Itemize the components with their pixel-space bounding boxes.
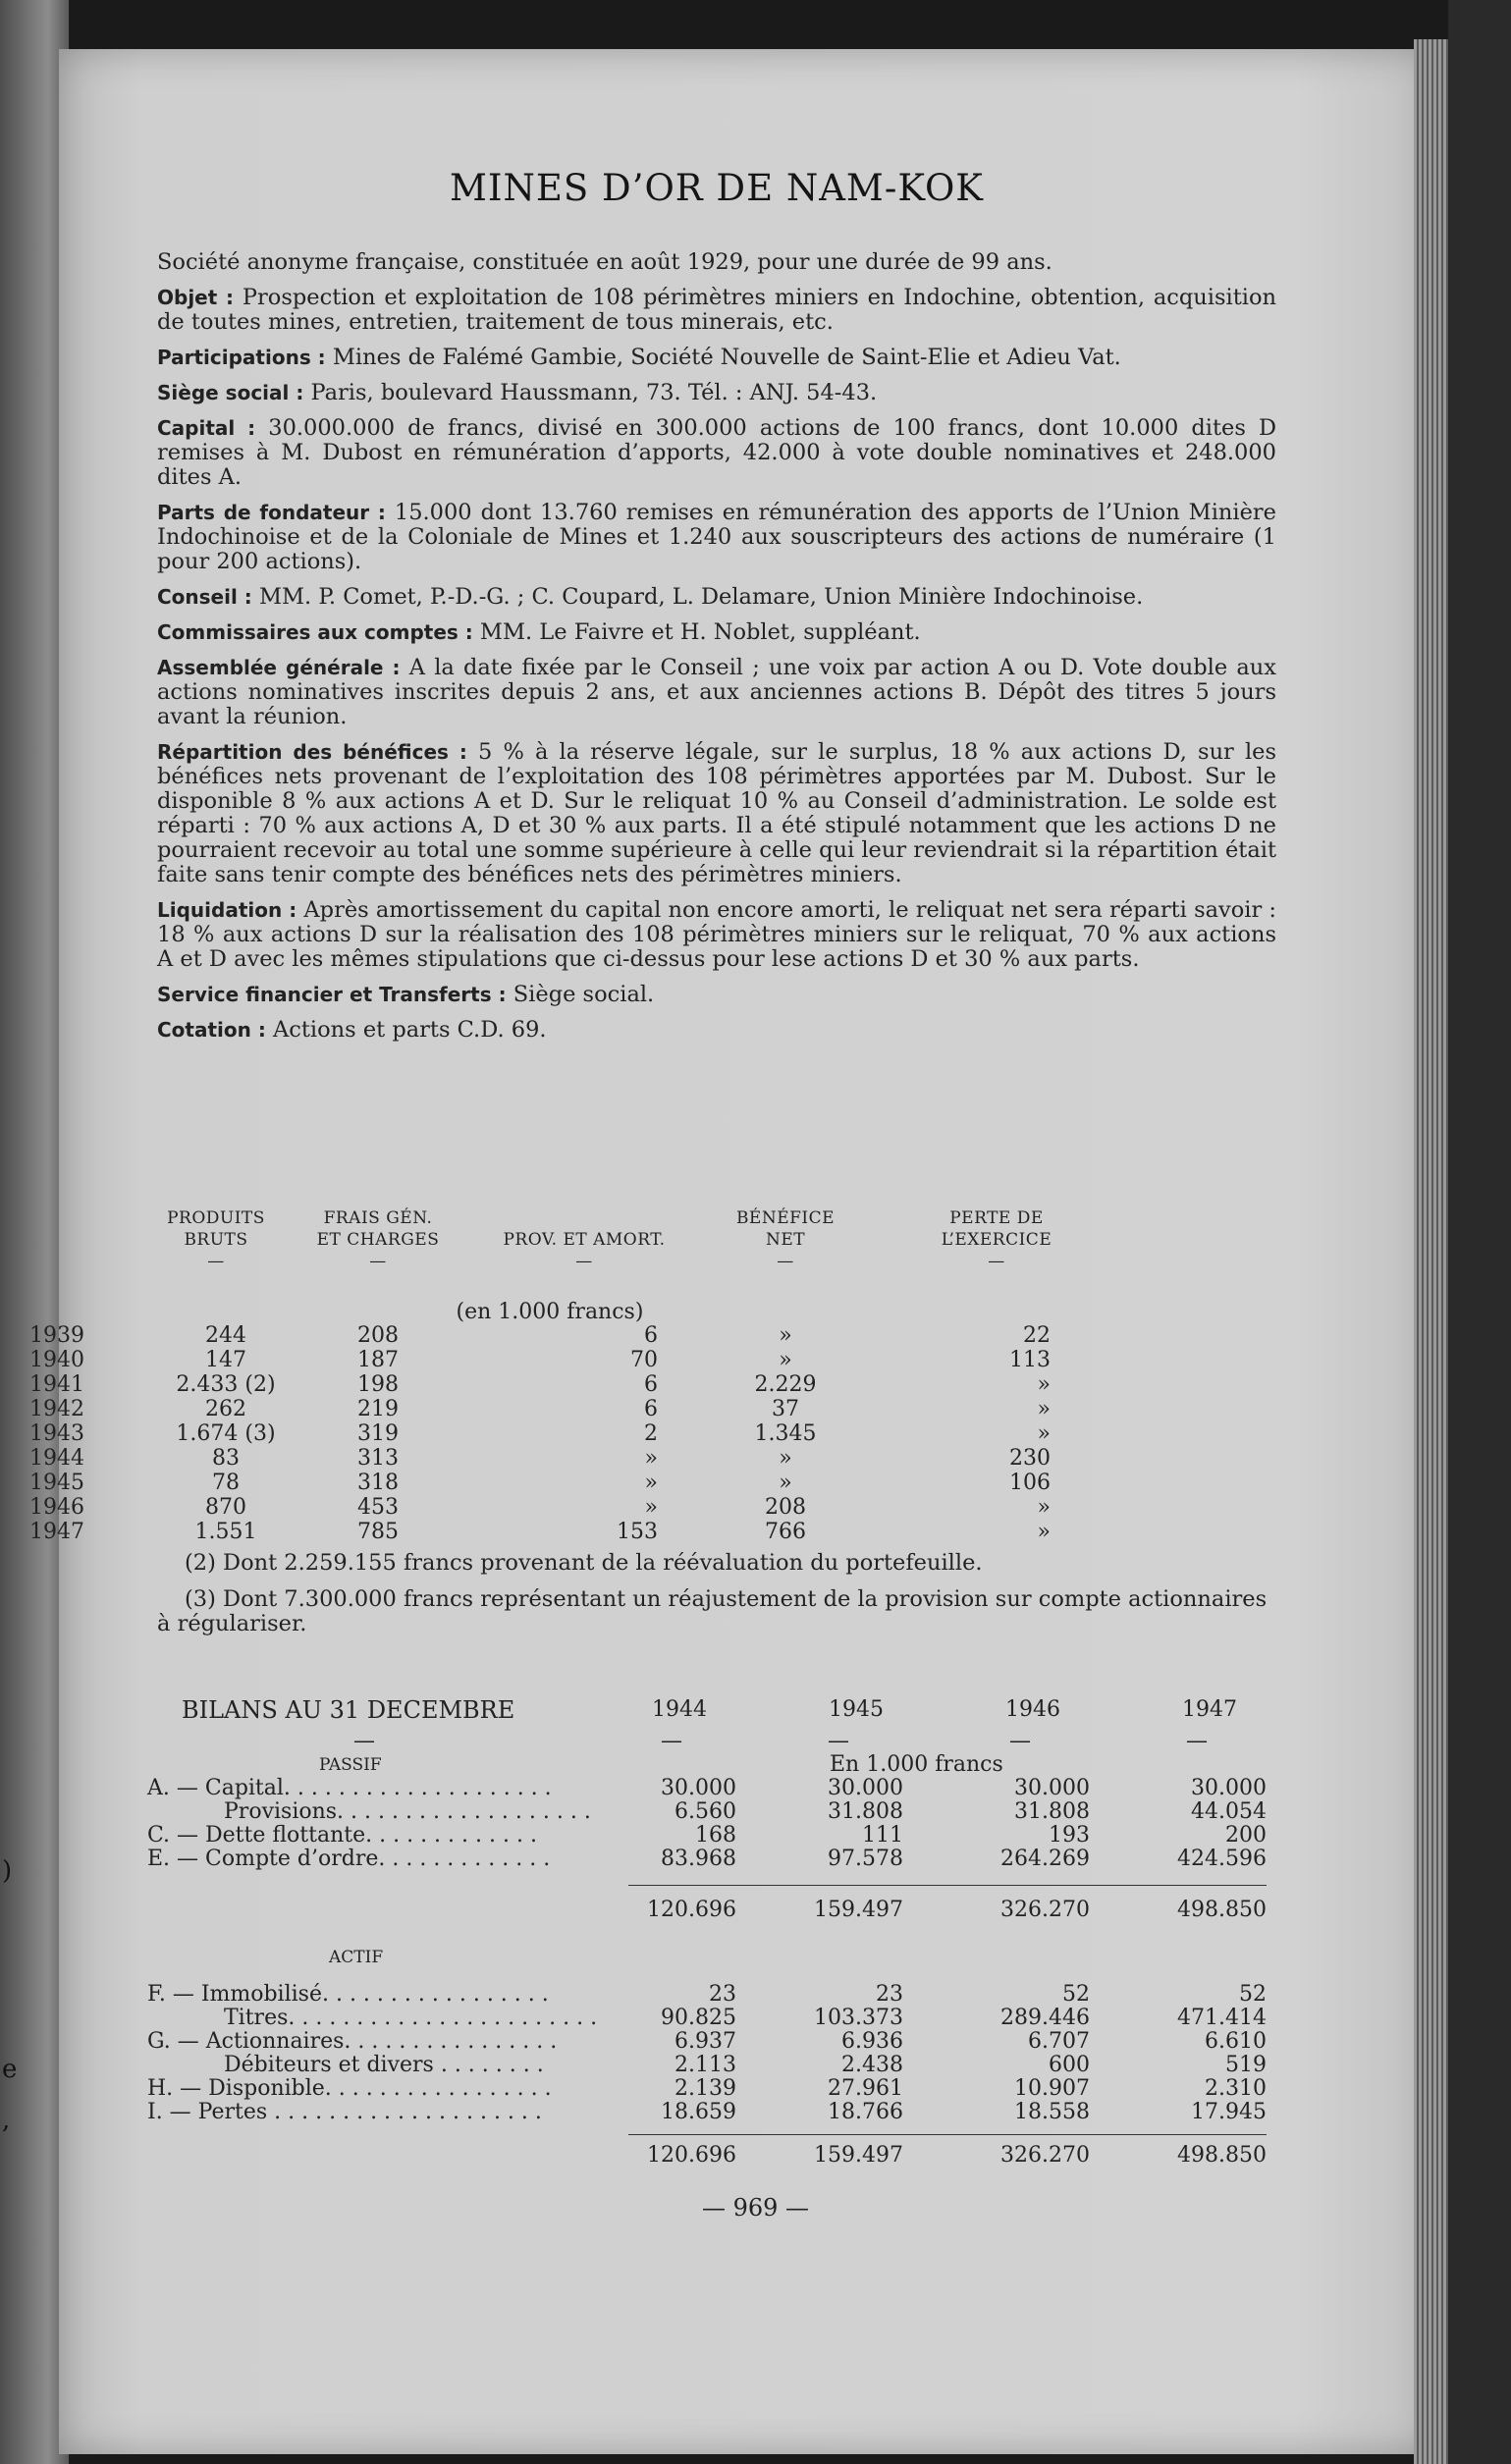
balance-value: 30.000 xyxy=(828,1776,903,1800)
paragraph-text: MM. P. Comet, P.-D.-G. ; C. Coupard, L. Delamare, Union Minière Indochinoise. xyxy=(258,584,1144,610)
balance-title: BILANS AU 31 DECEMBRE xyxy=(182,1696,515,1724)
paragraph-text: Mines de Falémé Gambie, Société Nouvelle de Saint-Elie et Adieu Vat. xyxy=(332,345,1121,370)
table-cell: 6 xyxy=(644,1323,658,1348)
balance-value: 97.578 xyxy=(828,1847,903,1871)
table-cell: » xyxy=(1037,1520,1051,1544)
balance-value: 18.766 xyxy=(828,2100,903,2124)
balance-label: C. — Dette flottante. . . . . . . . . . . . . xyxy=(147,1823,537,1848)
paragraph-label: Répartition des bénéfices : xyxy=(157,740,467,764)
margin-mark: , xyxy=(2,2106,11,2135)
paragraph-label: Conseil : xyxy=(157,585,252,609)
info-paragraph xyxy=(157,1018,1276,1043)
balance-value: 18.558 xyxy=(1014,2100,1090,2124)
paragraph-label: Participations : xyxy=(157,346,326,369)
table-cell: 219 xyxy=(357,1397,399,1421)
paragraph-label: Assemblée générale : xyxy=(157,656,401,679)
table-cell: 262 xyxy=(205,1397,246,1421)
balance-value: 289.446 xyxy=(1000,2006,1090,2030)
balance-label: Provisions. . . . . . . . . . . . . . . . . . . xyxy=(224,1799,591,1824)
balance-row xyxy=(147,1777,1286,1800)
table-cell: » xyxy=(779,1348,792,1372)
table-cell: 318 xyxy=(357,1471,399,1495)
paragraph-label: Service financier et Transferts : xyxy=(157,983,507,1006)
balance-value: 83.968 xyxy=(661,1847,736,1871)
info-paragraph xyxy=(157,585,1276,610)
balance-value: 2.438 xyxy=(841,2053,903,2077)
table-cell: 313 xyxy=(357,1446,399,1471)
paragraph-label: Capital : xyxy=(157,416,256,440)
balance-value: 52 xyxy=(1239,1982,1267,2007)
page-title: MINES D’OR DE NAM-KOK xyxy=(450,167,984,209)
balance-row xyxy=(147,2030,1286,2054)
paragraph-label: Commissaires aux comptes : xyxy=(157,620,473,644)
spacer xyxy=(147,1969,1286,1983)
paragraph-text: Paris, boulevard Haussmann, 73. Tél. : ANJ. 54-43. xyxy=(310,380,878,405)
balance-value: 264.269 xyxy=(1000,1847,1090,1871)
paragraph-label: Liquidation : xyxy=(157,898,297,922)
balance-value: 30.000 xyxy=(661,1776,736,1800)
table-cell: » xyxy=(644,1471,658,1495)
year-label: 1944 xyxy=(652,1697,707,1722)
balance-value: 6.610 xyxy=(1205,2029,1267,2054)
total-value: 120.696 xyxy=(647,1898,736,1922)
balance-label: I. — Pertes . . . . . . . . . . . . . . . . . . . . xyxy=(147,2100,542,2124)
actif-rows xyxy=(147,1983,1286,2124)
total-value: 159.497 xyxy=(814,1898,903,1922)
balance-value: 17.945 xyxy=(1191,2100,1267,2124)
balance-unit: En 1.000 francs xyxy=(830,1752,1003,1777)
balance-row xyxy=(147,1824,1286,1848)
col-header-produits: PRODUITS BRUTS — xyxy=(167,1208,265,1271)
actif-header xyxy=(147,1946,1286,1969)
info-paragraph xyxy=(157,983,1276,1007)
balance-label: G. — Actionnaires. . . . . . . . . . . . . . . . xyxy=(147,2029,558,2054)
spacer xyxy=(147,1922,1286,1946)
balance-value: 6.707 xyxy=(1028,2029,1090,2054)
balance-label: F. — Immobilisé. . . . . . . . . . . . . . . . . xyxy=(147,1982,549,2007)
balance-row xyxy=(147,1848,1286,1871)
balance-value: 6.937 xyxy=(675,2029,736,2054)
total-rule xyxy=(628,2134,1267,2135)
table-cell: 83 xyxy=(212,1446,240,1471)
info-paragraph xyxy=(157,740,1276,887)
table-cell: 2 xyxy=(644,1421,658,1446)
paragraph-label: Parts de fondateur : xyxy=(157,501,386,524)
balance-value: 52 xyxy=(1062,1982,1090,2007)
footnote: (3) Dont 7.300.000 francs représentant un réajustement de la provision sur compte actionnaires à régulariser. xyxy=(157,1586,1268,1636)
actif-title: ACTIF xyxy=(329,1948,384,1967)
results-table xyxy=(29,1207,1139,1545)
year-cell: 1939 xyxy=(29,1323,84,1348)
table-cell: 766 xyxy=(765,1520,806,1544)
balance-row xyxy=(147,2101,1286,2124)
table-cell: 198 xyxy=(357,1372,399,1397)
year-cell: 1947 xyxy=(29,1520,84,1544)
total-value: 159.497 xyxy=(814,2143,903,2168)
table-cell: 6 xyxy=(644,1397,658,1421)
balance-value: 23 xyxy=(876,1982,903,2007)
results-rows xyxy=(29,1324,1139,1545)
year-label: 1945 xyxy=(829,1697,884,1722)
paragraph-text: Après amortissement du capital non encore amorti, le reliquat net sera réparti savoir : 18 % aux actions D sur la réalisation des 108 périmètres miniers sur le reliquat, 70 % aux actions A et D avec les mêmes stipulations que ci-dessus pour lese actions D et 30 % aux parts. xyxy=(157,897,1277,972)
table-cell: » xyxy=(779,1323,792,1348)
table-cell: » xyxy=(1037,1397,1051,1421)
balance-label: Débiteurs et divers . . . . . . . . xyxy=(224,2053,544,2077)
year-cell: 1946 xyxy=(29,1495,84,1520)
table-row xyxy=(29,1496,1139,1521)
total-value: 498.850 xyxy=(1177,1898,1267,1922)
balance-value: 6.560 xyxy=(675,1799,736,1824)
info-paragraph xyxy=(157,501,1276,574)
results-header xyxy=(29,1207,1139,1301)
balance-sheet xyxy=(147,1698,1286,2168)
table-cell: 1.345 xyxy=(754,1421,817,1446)
spacer xyxy=(147,1871,1286,1885)
info-paragraph xyxy=(157,656,1276,729)
paragraph-label: Objet : xyxy=(157,286,234,309)
balance-value: 6.936 xyxy=(841,2029,903,2054)
balance-value: 200 xyxy=(1225,1823,1267,1848)
table-row xyxy=(29,1324,1139,1349)
balance-value: 471.414 xyxy=(1177,2006,1267,2030)
col-header-perte: PERTE DE L’EXERCICE — xyxy=(941,1208,1052,1271)
page-number: — 969 — xyxy=(701,2194,810,2222)
info-paragraph xyxy=(157,620,1276,645)
table-cell: 785 xyxy=(357,1520,399,1544)
balance-value: 2.113 xyxy=(675,2053,736,2077)
balance-header xyxy=(147,1698,1286,1730)
table-cell: 78 xyxy=(212,1471,240,1495)
balance-value: 23 xyxy=(709,1982,736,2007)
total-value: 120.696 xyxy=(647,2143,736,2168)
balance-value: 31.808 xyxy=(828,1799,903,1824)
margin-mark: ) xyxy=(2,1856,13,1886)
total-rule xyxy=(628,1885,1267,1886)
table-cell: » xyxy=(1037,1372,1051,1397)
margin-marks xyxy=(2,1846,17,2146)
paragraphs xyxy=(157,250,1276,1043)
footnotes xyxy=(157,1551,1276,1648)
balance-value: 111 xyxy=(862,1823,903,1848)
table-row xyxy=(29,1349,1139,1373)
table-row xyxy=(29,1422,1139,1447)
table-cell: 6 xyxy=(644,1372,658,1397)
balance-value: 424.596 xyxy=(1177,1847,1267,1871)
balance-value: 44.054 xyxy=(1191,1799,1267,1824)
info-paragraph xyxy=(157,381,1276,405)
paragraph-text: 15.000 dont 13.760 remises en rémunération des apports de l’Union Minière Indochinoise et de la Coloniale de Mines et 1.240 aux souscripteurs des actions de numéraire (1 pour 200 actions). xyxy=(157,500,1276,574)
col-header-benefice: BÉNÉFICE NET — xyxy=(735,1208,836,1271)
table-cell: » xyxy=(779,1471,792,1495)
table-cell: » xyxy=(1037,1421,1051,1446)
col-header-frais: FRAIS GÉN. ET CHARGES — xyxy=(316,1208,440,1271)
year-cell: 1941 xyxy=(29,1372,84,1397)
paragraph-text: Siège social. xyxy=(513,982,655,1007)
year-label: 1946 xyxy=(1005,1697,1060,1722)
table-cell: 208 xyxy=(765,1495,806,1520)
year-cell: 1945 xyxy=(29,1471,84,1495)
table-cell: 453 xyxy=(357,1495,399,1520)
info-paragraph xyxy=(157,250,1276,275)
table-cell: 319 xyxy=(357,1421,399,1446)
table-cell: » xyxy=(644,1495,658,1520)
total-value: 326.270 xyxy=(1000,1898,1090,1922)
table-cell: 1.551 xyxy=(194,1520,257,1544)
table-cell: » xyxy=(779,1446,792,1471)
table-cell: 113 xyxy=(1009,1348,1051,1372)
table-cell: 22 xyxy=(1023,1323,1051,1348)
passif-rows xyxy=(147,1777,1286,1871)
total-rule-row xyxy=(147,1885,1286,1899)
balance-label: Titres. . . . . . . . . . . . . . . . . . . . . . . xyxy=(224,2006,598,2030)
actif-total xyxy=(147,2144,1286,2168)
year-cell: 1943 xyxy=(29,1421,84,1446)
info-paragraph xyxy=(157,346,1276,370)
paragraph-text: MM. Le Faivre et H. Noblet, suppléant. xyxy=(479,619,921,645)
footnote: (2) Dont 2.259.155 francs provenant de la réévaluation du portefeuille. xyxy=(185,1550,983,1576)
col-header-prov: PROV. ET AMORT. — xyxy=(503,1230,666,1271)
page-edge xyxy=(1414,39,1448,2464)
results-unit: (en 1.000 francs) xyxy=(456,1300,644,1324)
table-row xyxy=(29,1521,1139,1545)
paragraph-text: A la date fixée par le Conseil ; une voix par action A ou D. Vote double aux actions nominatives inscrites depuis 2 ans, et aux anciennes actions B. Dépôt des titres 5 jours avant la réunion. xyxy=(157,655,1276,729)
margin-mark: e xyxy=(2,2055,18,2084)
balance-row xyxy=(147,2007,1286,2030)
info-paragraph xyxy=(157,286,1276,335)
paragraph-label: Siège social : xyxy=(157,381,304,404)
balance-value: 519 xyxy=(1225,2053,1267,2077)
balance-row xyxy=(147,1800,1286,1824)
balance-value: 30.000 xyxy=(1014,1776,1090,1800)
table-cell: 106 xyxy=(1009,1471,1051,1495)
year-cell: 1942 xyxy=(29,1397,84,1421)
balance-value: 2.139 xyxy=(675,2076,736,2101)
balance-row xyxy=(147,1983,1286,2007)
table-cell: 870 xyxy=(205,1495,246,1520)
paragraph-text: Société anonyme française, constituée en août 1929, pour une durée de 99 ans. xyxy=(157,249,1052,275)
total-value: 498.850 xyxy=(1177,2143,1267,2168)
paragraph-text: Actions et parts C.D. 69. xyxy=(273,1017,547,1043)
table-cell: 70 xyxy=(630,1348,658,1372)
table-cell: 153 xyxy=(617,1520,658,1544)
table-cell: 244 xyxy=(205,1323,246,1348)
background-right xyxy=(1448,0,1511,2464)
info-paragraph xyxy=(157,898,1276,972)
table-cell: 230 xyxy=(1009,1446,1051,1471)
paragraph-label: Cotation : xyxy=(157,1018,266,1042)
info-paragraph xyxy=(157,416,1276,490)
paragraph-text: 5 % à la réserve légale, sur le surplus, 18 % aux actions D, sur les bénéfices nets provenant de l’exploitation des 108 périmètres apportées par M. Dubost. Sur le disponible 8 % aux actions A et D. Sur le reliquat 10 % au Conseil d’administration. Le solde est réparti : 70 % aux actions A, D et 30 % aux parts. Il a été stipulé notamment que les actions D ne pourraient recevoir au total une somme supérieure à celle qui leur reviendrait si la répartition était faite sans tenir compte des bénéfices nets des périmètres miniers. xyxy=(157,739,1277,887)
table-cell: 37 xyxy=(772,1397,799,1421)
passif-total xyxy=(147,1899,1286,1922)
balance-row xyxy=(147,2054,1286,2077)
table-cell: 208 xyxy=(357,1323,399,1348)
table-cell: » xyxy=(644,1446,658,1471)
balance-value: 168 xyxy=(695,1823,736,1848)
year-cell: 1940 xyxy=(29,1348,84,1372)
company-notice xyxy=(157,167,1276,1043)
balance-row xyxy=(147,2077,1286,2101)
balance-value: 10.907 xyxy=(1014,2076,1090,2101)
balance-value: 18.659 xyxy=(661,2100,736,2124)
balance-value: 31.808 xyxy=(1014,1799,1090,1824)
table-cell: 2.229 xyxy=(754,1372,817,1397)
table-row xyxy=(29,1398,1139,1422)
balance-value: 90.825 xyxy=(661,2006,736,2030)
passif-title: PASSIF xyxy=(319,1755,382,1775)
total-rule-row xyxy=(147,2124,1286,2144)
table-cell: 1.674 (3) xyxy=(176,1421,276,1446)
balance-value: 30.000 xyxy=(1191,1776,1267,1800)
passif-header xyxy=(147,1753,1286,1777)
balance-value: 600 xyxy=(1049,2053,1090,2077)
year-label: 1947 xyxy=(1182,1697,1237,1722)
table-row xyxy=(29,1373,1139,1398)
table-cell: 2.433 (2) xyxy=(176,1372,276,1397)
balance-value: 2.310 xyxy=(1205,2076,1267,2101)
balance-label: H. — Disponible. . . . . . . . . . . . . . . . . xyxy=(147,2076,552,2101)
paragraph-text: 30.000.000 de francs, divisé en 300.000 actions de 100 francs, dont 10.000 dites D remises à M. Dubost en rémunération d’apports, 42.000 à vote double nominatives et 248.000 dites A. xyxy=(157,415,1276,490)
table-cell: 187 xyxy=(357,1348,399,1372)
balance-label: E. — Compte d’ordre. . . . . . . . . . . . . xyxy=(147,1847,551,1871)
dash-row: — — — — — xyxy=(353,1729,1208,1753)
table-row xyxy=(29,1472,1139,1496)
total-value: 326.270 xyxy=(1000,2143,1090,2168)
balance-value: 27.961 xyxy=(828,2076,903,2101)
table-row xyxy=(29,1447,1139,1472)
table-cell: » xyxy=(1037,1495,1051,1520)
table-cell: 147 xyxy=(205,1348,246,1372)
balance-value: 193 xyxy=(1049,1823,1090,1848)
year-cell: 1944 xyxy=(29,1446,84,1471)
paragraph-text: Prospection et exploitation de 108 périmètres miniers en Indochine, obtention, acquisition de toutes mines, entretien, traitement de tous minerais, etc. xyxy=(157,285,1276,335)
balance-value: 103.373 xyxy=(814,2006,903,2030)
balance-label: A. — Capital. . . . . . . . . . . . . . . . . . . . xyxy=(147,1776,552,1800)
